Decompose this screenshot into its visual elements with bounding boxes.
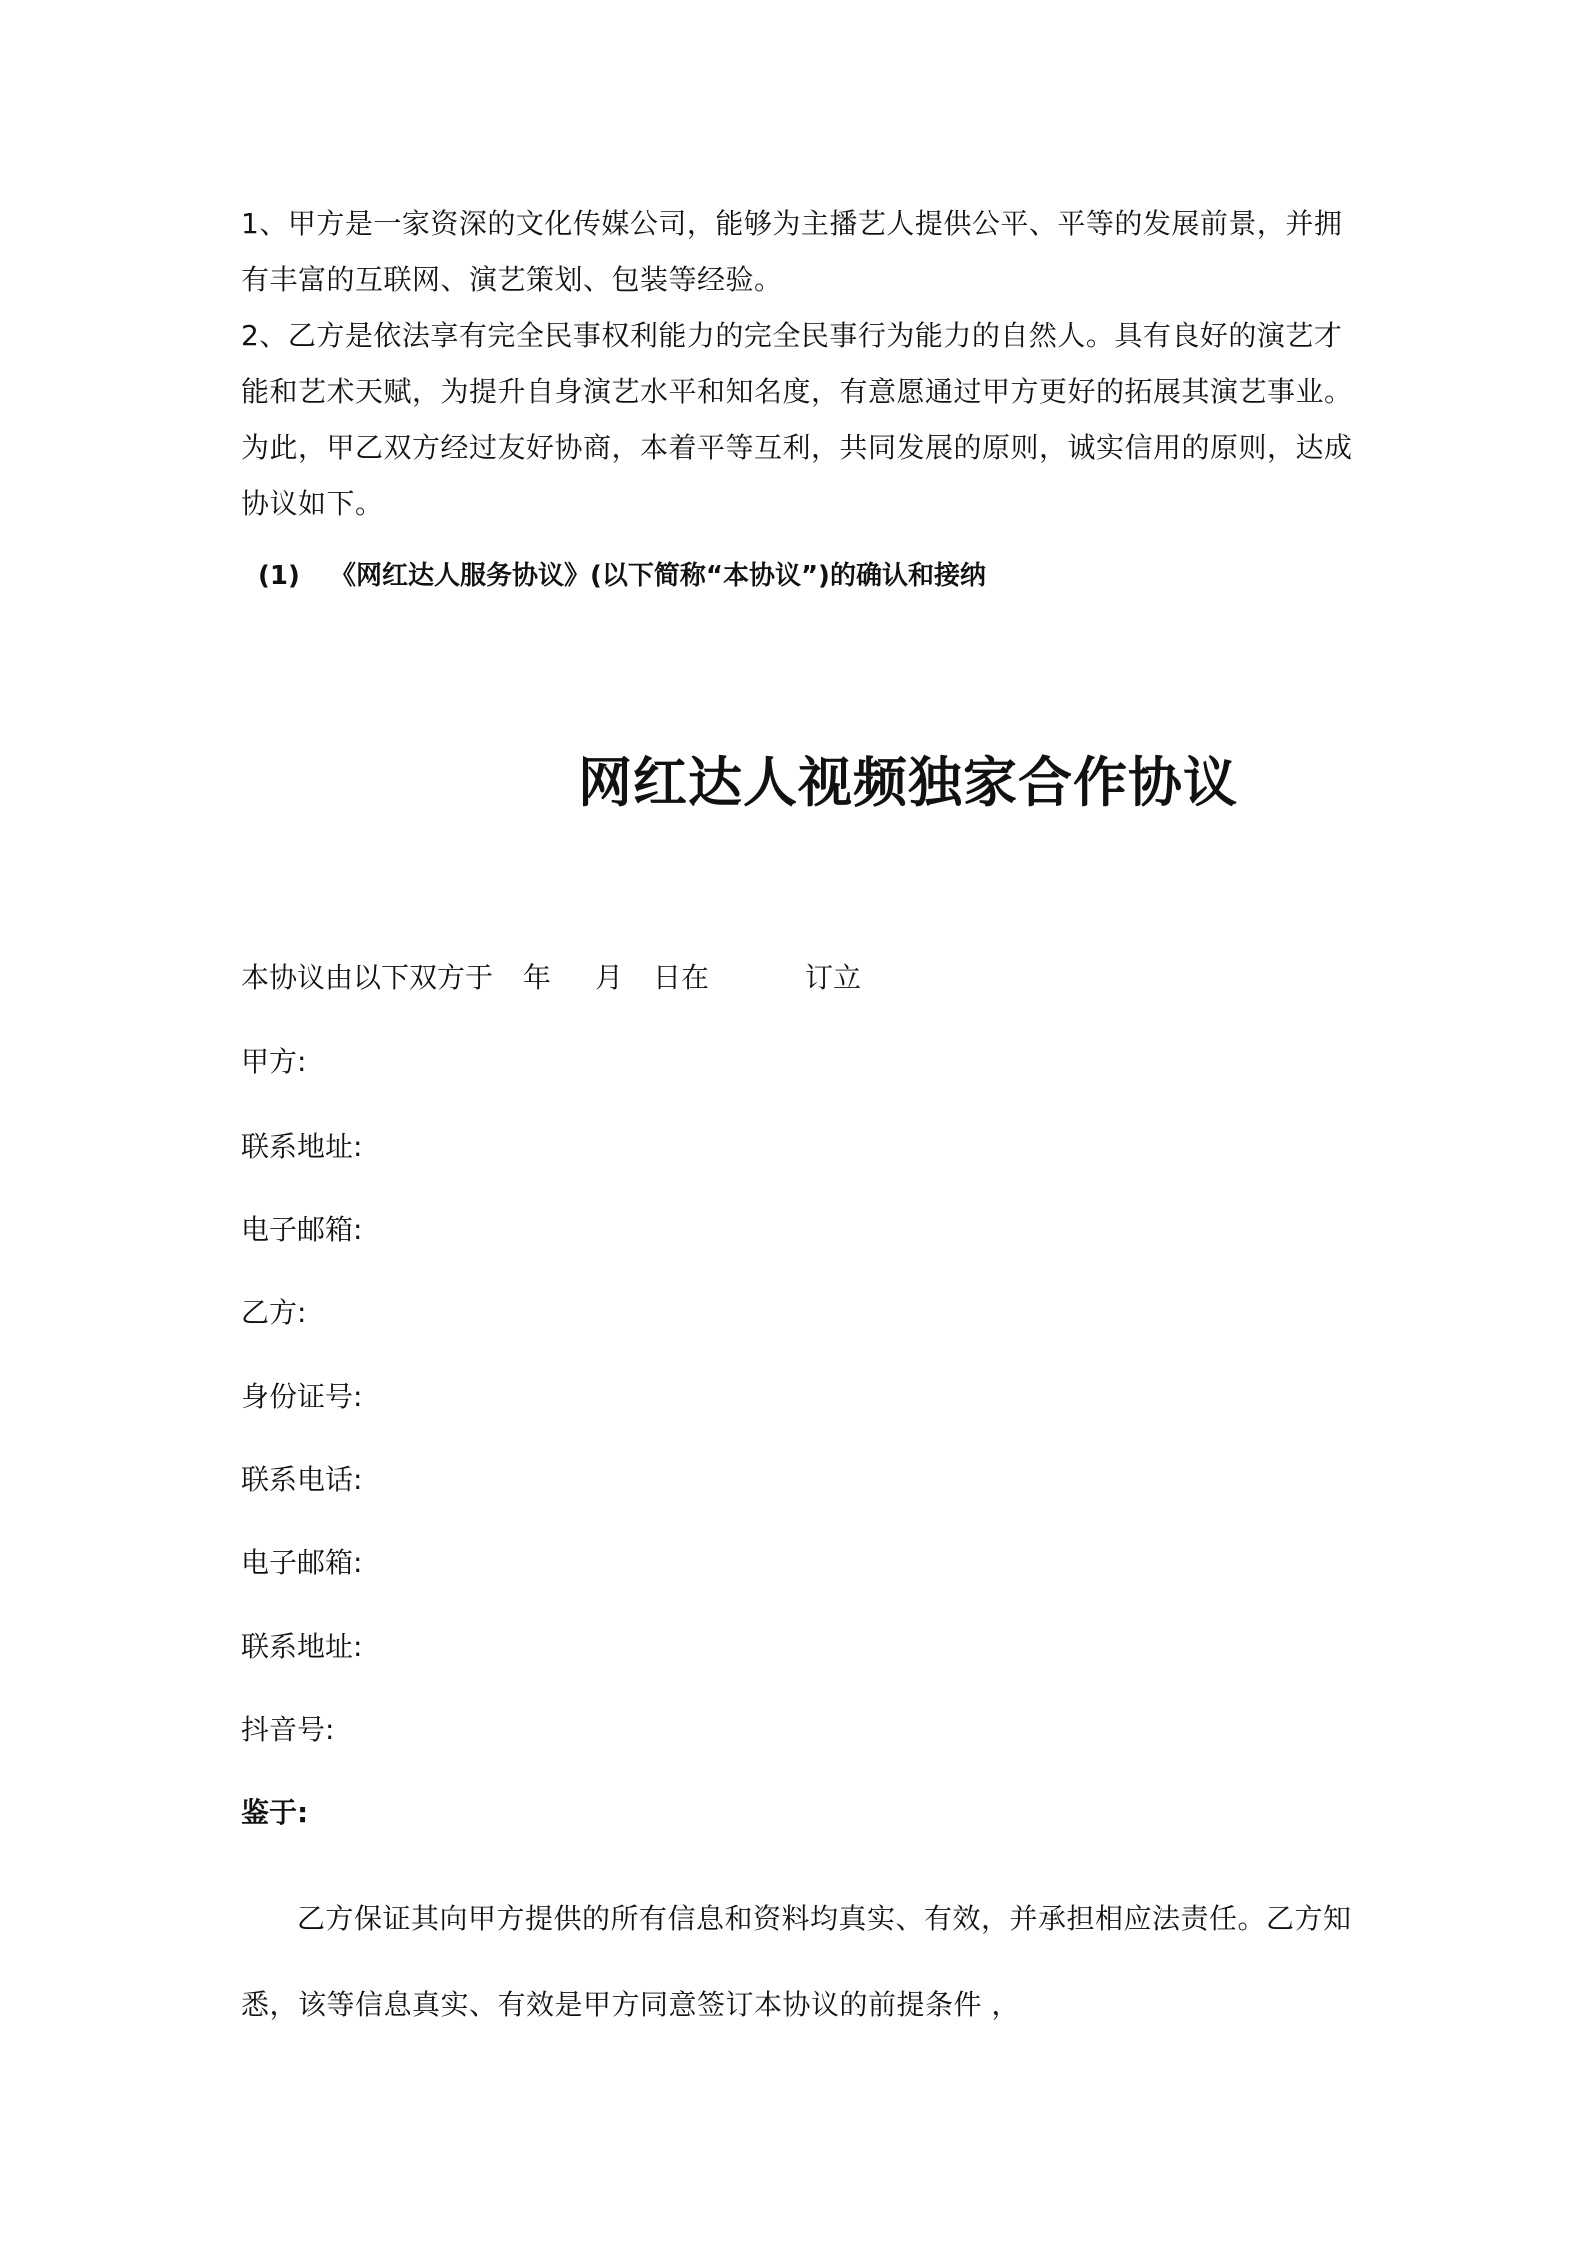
party-b-id-label: 身份证号: <box>241 1380 363 1413</box>
party-b-email-label: 电子邮箱: <box>241 1546 363 1579</box>
agreement-suffix: 订立 <box>805 961 862 994</box>
party-a-address-label: 联系地址: <box>241 1130 363 1163</box>
party-b-label: 乙方: <box>241 1296 307 1329</box>
party-b-douyin-label: 抖音号: <box>241 1713 335 1746</box>
agreement-day: 日在 <box>653 961 710 994</box>
agreement-prefix: 本协议由以下双方于 <box>241 961 494 994</box>
intro-paragraph-2: 2、乙方是依法享有完全民事权利能力的完全民事行为能力的自然人。具有良好的演艺才能和艺术天赋，为提升自身演艺水平和知名度，有意愿通过甲方更好的拓展其演艺事业。为此，甲乙双方经过友好协商，本着平等互利，共同发展的原则，诚实信用的原则，达成协议如下。 <box>241 319 1353 520</box>
party-a-label: 甲方: <box>241 1045 307 1078</box>
agreement-month: 月 <box>595 961 624 994</box>
section-number: (1) <box>258 561 300 591</box>
whereas-text: 乙方保证其向甲方提供的所有信息和资料均真实、有效，并承担相应法责任。乙方知悉，该等信息真实、有效是甲方同意签订本协议的前提条件 ， <box>241 1902 1352 2021</box>
intro-section <box>241 196 1361 532</box>
intro-paragraph-1: 1、甲方是一家资深的文化传媒公司，能够为主播艺人提供公平、平等的发展前景，并拥有丰富的互联网、演艺策划、包装等经验。 <box>241 207 1343 296</box>
party-b-address-label: 联系地址: <box>241 1630 363 1663</box>
party-b-phone-label: 联系电话: <box>241 1463 363 1496</box>
section-heading-text: 《网红达人服务协议》(以下简称“本协议”)的确认和接纳 <box>330 561 986 591</box>
agreement-year: 年 <box>523 961 552 994</box>
document-title: 网红达人视频独家合作协议 <box>578 751 1238 814</box>
whereas-label: 鉴于: <box>241 1796 309 1829</box>
party-a-email-label: 电子邮箱: <box>241 1213 363 1246</box>
section-heading <box>258 556 986 596</box>
whereas-paragraph <box>241 1876 1361 2048</box>
agreement-date-line <box>241 958 861 998</box>
